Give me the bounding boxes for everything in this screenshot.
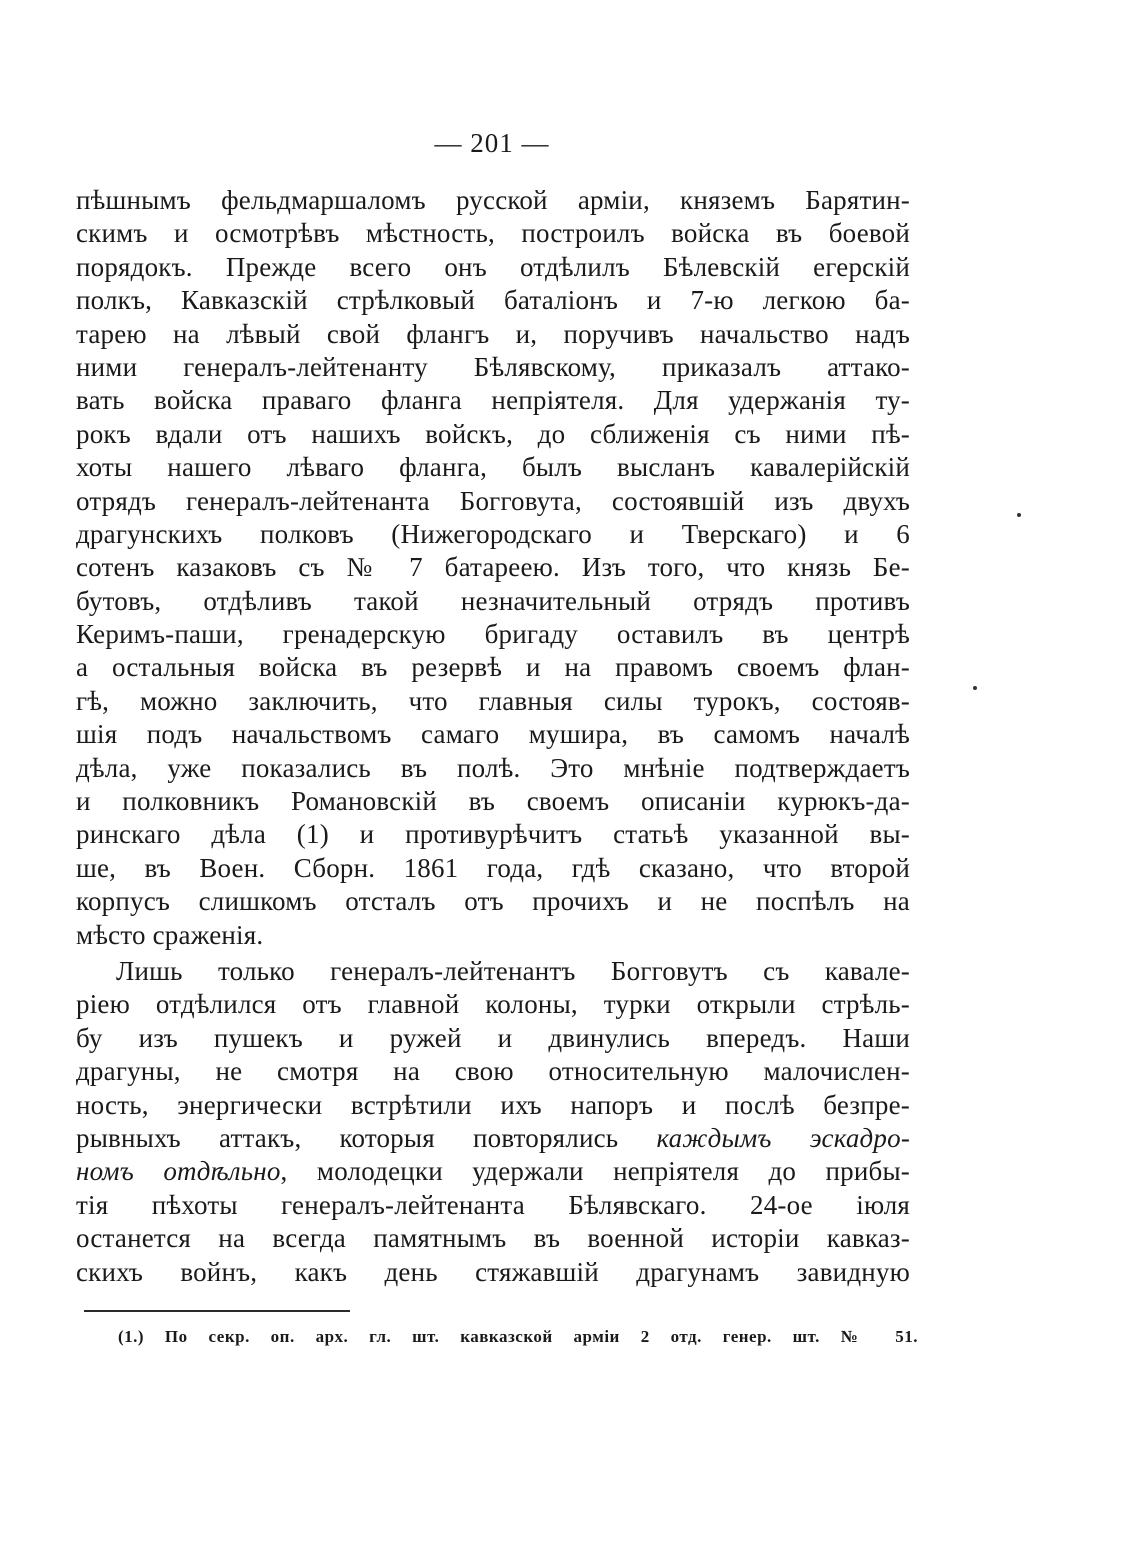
footnote-divider bbox=[84, 1310, 350, 1312]
text-line: бутовъ, отдѣливъ такой незначительный отрядъ противъ bbox=[76, 585, 910, 616]
text-segment: рывныхъ аттакъ, которыя повторялись bbox=[76, 1122, 657, 1153]
text-line-with-italic bbox=[76, 1155, 910, 1188]
text-line: ность, энергически встрѣтили ихъ напоръ и послѣ безпре- bbox=[76, 1089, 910, 1120]
page-number: — 201 — bbox=[434, 128, 550, 158]
footnote: (1.) По секр. оп. арх. гл. шт. кавказской арміи 2 отд. генер. шт. № 51. bbox=[118, 1327, 918, 1346]
text-line: а остальныя войска въ резервѣ и на правомъ своемъ флан- bbox=[76, 652, 910, 683]
text-line: гѣ, можно заключить, что главныя силы турокъ, состояв- bbox=[76, 685, 910, 716]
paragraph-2 bbox=[76, 955, 910, 1289]
text-line: ше, въ Воен. Сборн. 1861 года, гдѣ сказано, что второй bbox=[76, 852, 910, 883]
text-line: тарею на лѣвый свой флангъ и, поручивъ начальство надъ bbox=[76, 318, 910, 349]
text-line: тія пѣхоты генералъ-лейтенанта Бѣлявскаго. 24-ое іюля bbox=[76, 1189, 910, 1220]
text-line: хоты нашего лѣваго фланга, былъ высланъ кавалерійскій bbox=[76, 452, 910, 483]
text-line: рокъ вдали отъ нашихъ войскъ, до сближенія съ ними пѣ- bbox=[76, 418, 910, 449]
text-line: вать войска праваго фланга непріятеля. Для удержанія ту- bbox=[76, 385, 910, 416]
paragraph-1 bbox=[76, 184, 910, 952]
text-line: ринскаго дѣла (1) и противурѣчитъ статьѣ указанной вы- bbox=[76, 819, 910, 850]
text-line: отрядъ генералъ-лейтенанта Богговута, состоявшій изъ двухъ bbox=[76, 485, 910, 516]
italic-emphasis: каждымъ эскадро- bbox=[656, 1122, 911, 1153]
text-line: Лишь только генералъ-лейтенантъ Богговутъ съ кавале- bbox=[116, 955, 910, 986]
text-line: ними генералъ-лейтенанту Бѣлявскому, приказалъ аттако- bbox=[76, 351, 910, 382]
print-speck bbox=[973, 686, 977, 690]
text-line: бу изъ пушекъ и ружей и двинулись впередъ. Наши bbox=[76, 1022, 910, 1053]
text-line: порядокъ. Прежде всего онъ отдѣлилъ Бѣлевскій егерскій bbox=[76, 251, 910, 282]
text-line: дѣла, уже показались въ полѣ. Это мнѣніе подтверждаетъ bbox=[76, 752, 910, 783]
text-line: скихъ войнъ, какъ день стяжавшій драгунамъ завидную bbox=[76, 1256, 910, 1287]
print-speck bbox=[1017, 513, 1021, 517]
text-line: пѣшнымъ фельдмаршаломъ русской арміи, княземъ Барятин- bbox=[76, 185, 910, 215]
italic-emphasis: номъ отдѣльно bbox=[76, 1156, 281, 1187]
text-line: и полковникъ Романовскій въ своемъ описаніи курюкъ-да- bbox=[76, 786, 910, 817]
text-line: ріею отдѣлился отъ главной колоны, турки открыли стрѣль- bbox=[76, 989, 910, 1020]
text-line: драгуны, не смотря на свою относительную малочислен- bbox=[76, 1056, 910, 1087]
text-line: мѣсто сраженія. bbox=[76, 919, 264, 950]
text-line: шія подъ начальствомъ самаго мушира, въ самомъ началѣ bbox=[76, 719, 910, 750]
text-segment: , молодецки удержали непріятеля до прибы- bbox=[280, 1156, 910, 1187]
text-line: полкъ, Кавказскій стрѣлковый баталіонъ и 7-ю легкою ба- bbox=[76, 285, 910, 316]
text-line: скимъ и осмотрѣвъ мѣстность, построилъ войска въ боевой bbox=[76, 218, 910, 249]
text-line: драгунскихъ полковъ (Нижегородскаго и Тверскаго) и 6 bbox=[76, 518, 910, 549]
text-line-with-italic bbox=[76, 1122, 910, 1155]
text-line: корпусъ слишкомъ отсталъ отъ прочихъ и не поспѣлъ на bbox=[76, 886, 910, 917]
text-line: Керимъ-паши, гренадерскую бригаду оставилъ въ центрѣ bbox=[76, 619, 910, 650]
text-line: сотенъ казаковъ съ № 7 батареею. Изъ того, что князь Бе- bbox=[76, 552, 910, 583]
text-line: останется на всегда памятнымъ въ военной исторіи кавказ- bbox=[76, 1223, 910, 1254]
body-text bbox=[76, 184, 910, 1289]
